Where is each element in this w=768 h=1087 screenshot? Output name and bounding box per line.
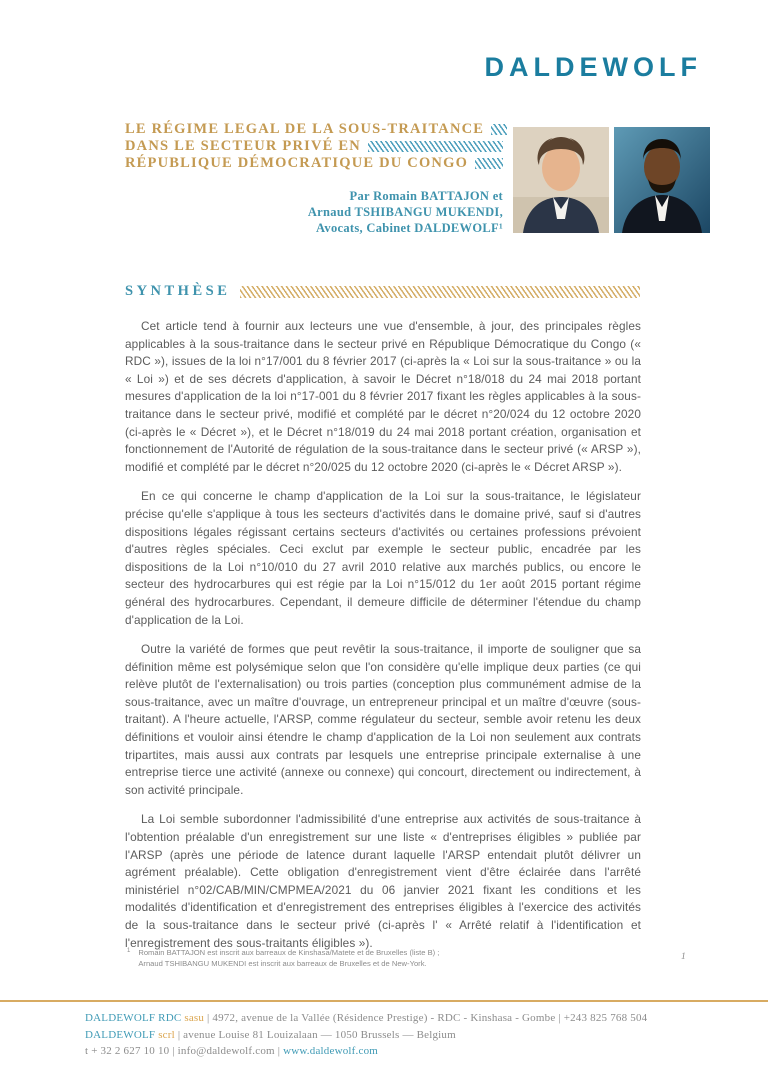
paragraph-4: La Loi semble subordonner l'admissibilité d'une entreprise aux activités de sous-traitance à l'obtention préalable d'un enregistrement sur une liste « d'entreprises éligibles » publiée par l'ARSP (après une période de latence durant laquelle l'ARSP entendait plutôt délivrer un agrément préalable). Cette obligation d'enregistrement vient d'être éclairée dans l'arrêté ministériel n°02/CAB/MIN/CMPMEA/2021 du 06 janvier 2021 fixant les conditions et les modalités d'identification et d'enregistrement des entreprises éligibles à l'exercice des activités de la sous-traitance dans le secteur privé (ci-après l' « Arrêté relatif à l'identification et l'enregistrement des sous-traitants éligibles »).: [125, 812, 641, 950]
footnote-text: [138, 947, 439, 969]
footnote: [127, 947, 597, 969]
footer-website-link[interactable]: www.daldewolf.com: [283, 1045, 379, 1057]
footer-address-rdc: | 4972, avenue de la Vallée (Résidence Prestige) - RDC - Kinshasa - Gombe | +243 825 768 504: [204, 1012, 648, 1024]
footer-entity-sasu: sasu: [184, 1012, 205, 1024]
author-photo-arnaud-tshibangu-mukendi: [614, 127, 710, 233]
title-line-2-text: DANS LE SECTEUR PRIVÉ EN: [125, 138, 361, 154]
footer-phone-email: t + 32 2 627 10 10 | info@daldewolf.com |: [85, 1045, 284, 1057]
author-photo-romain-battajon: [513, 127, 609, 233]
footer-brand-brussels: DALDEWOLF: [85, 1028, 159, 1041]
daldewolf-logo: DALDEWOLF: [484, 52, 702, 82]
title-line: [125, 121, 503, 138]
footer-entity-scrl: scrl: [158, 1028, 175, 1041]
page-number: 1: [681, 952, 686, 962]
footnote-line-2: Arnaud TSHIBANGU MUKENDI est inscrit aux barreaux de Bruxelles et de New-York.: [138, 959, 427, 968]
paragraph-2: En ce qui concerne le champ d'application de la Loi sur la sous-traitance, le législateur précise qu'elle s'applique à tous les secteurs d'activités dans le domaine privé, sauf si d'autres dispositions légales régissant certains secteurs d'activités ou certaines professions prévoient d'autres règles spéciales. Ceci exclut par exemple le secteur public, encadrée par les dispositions de la Loi n°10/010 du 27 avril 2010 relative aux marchés publics, ou encore le secteur des hydrocarbures qui est régie par la Loi n°15/012 du 1er août 2015 portant régime général des hydrocarbures. Cependant, il demeure difficile de déterminer l'étendue du champ d'application de la Loi.: [125, 489, 641, 627]
footer-divider: [0, 1000, 768, 1002]
footnote-marker: 1: [127, 948, 131, 954]
article-body: [125, 318, 641, 964]
byline: [308, 188, 503, 236]
section-heading-row: [125, 283, 640, 300]
paragraph-3: Outre la variété de formes que peut revêtir la sous-traitance, il importe de souligner que sa définition même est polysémique selon que l'on considère qu'elle implique deux parties (ce qui relève plutôt de l'externalisation) ou trois parties (conception plus communément admise de la sous-traitance, avec un maître d'ouvrage, un entrepreneur principal et un maître d'œuvre (sous-traitant). A l'heure actuelle, l'ARSP, comme régulateur du secteur, semble avoir retenu les deux définitions et vouloir ainsi étendre le champ d'application de la Loi non seulement aux contrats tripartites, mais aussi aux contrats par lesquels une entreprise principale externalise à une entreprise tierce une activité (annexe ou connexe) qui concourt, directement ou indirectement, à son activité principale.: [125, 642, 641, 797]
article-title: [125, 121, 503, 172]
footer-brand-rdc: DALDEWOLF RDC: [85, 1012, 185, 1024]
author-photos: [513, 127, 710, 233]
section-hatch-decoration: [240, 286, 640, 298]
title-hatch-decoration-3: [475, 158, 503, 169]
title-hatch-decoration-2: [368, 141, 503, 152]
title-line: [125, 155, 503, 172]
byline-line-3: Avocats, Cabinet DALDEWOLF¹: [316, 221, 503, 235]
paragraph-1: Cet article tend à fournir aux lecteurs une vue d'ensemble, à jour, des principales règles applicables à la sous-traitance dans le secteur privé en République Démocratique du Congo (« RDC »), issues de la loi n°17/001 du 8 février 2017 (ci-après la « Loi sur la sous-traitance » ou la « Loi ») et de ses décrets d'application, à savoir le Décret n°18/018 du 24 mai 2018 portant mesures d'application de la loi n°17-001 du 8 février 2017 fixant les règles applicables à la sous-traitance dans le secteur privé, modifié et complété par le décret n°20/024 du 12 octobre 2020 (ci-après le « Décret »), et le Décret n°18/019 du 24 mai 2018 portant création, organisation et fonctionnement de l'Autorité de régulation de la sous-traitance dans le secteur privé (« ARSP »), modifié et complété par le décret n°20/025 du 12 octobre 2020 (ci-après le « Décret ARSP »).: [125, 319, 641, 474]
footnote-line-1: Romain BATTAJON est inscrit aux barreaux de Kinshasa/Matete et de Bruxelles (liste B) ;: [138, 948, 440, 957]
title-line-1-text: LE RÉGIME LEGAL DE LA SOUS-TRAITANCE: [125, 121, 485, 137]
footer-line-contact: [85, 1043, 647, 1060]
footer: [85, 1010, 647, 1060]
byline-line-1: Par Romain BATTAJON et: [349, 189, 503, 203]
title-hatch-decoration-1: [491, 124, 507, 135]
footer-line-rdc-office: [85, 1010, 647, 1027]
section-heading-synthese: SYNTHÈSE: [125, 283, 231, 299]
footer-address-brussels: | avenue Louise 81 Louizalaan — 1050 Brussels — Belgium: [174, 1028, 456, 1041]
title-line: [125, 138, 503, 155]
title-line-3-text: RÉPUBLIQUE DÉMOCRATIQUE DU CONGO: [125, 155, 469, 171]
byline-line-2: Arnaud TSHIBANGU MUKENDI,: [307, 205, 503, 219]
footer-line-brussels-office: [85, 1027, 647, 1044]
